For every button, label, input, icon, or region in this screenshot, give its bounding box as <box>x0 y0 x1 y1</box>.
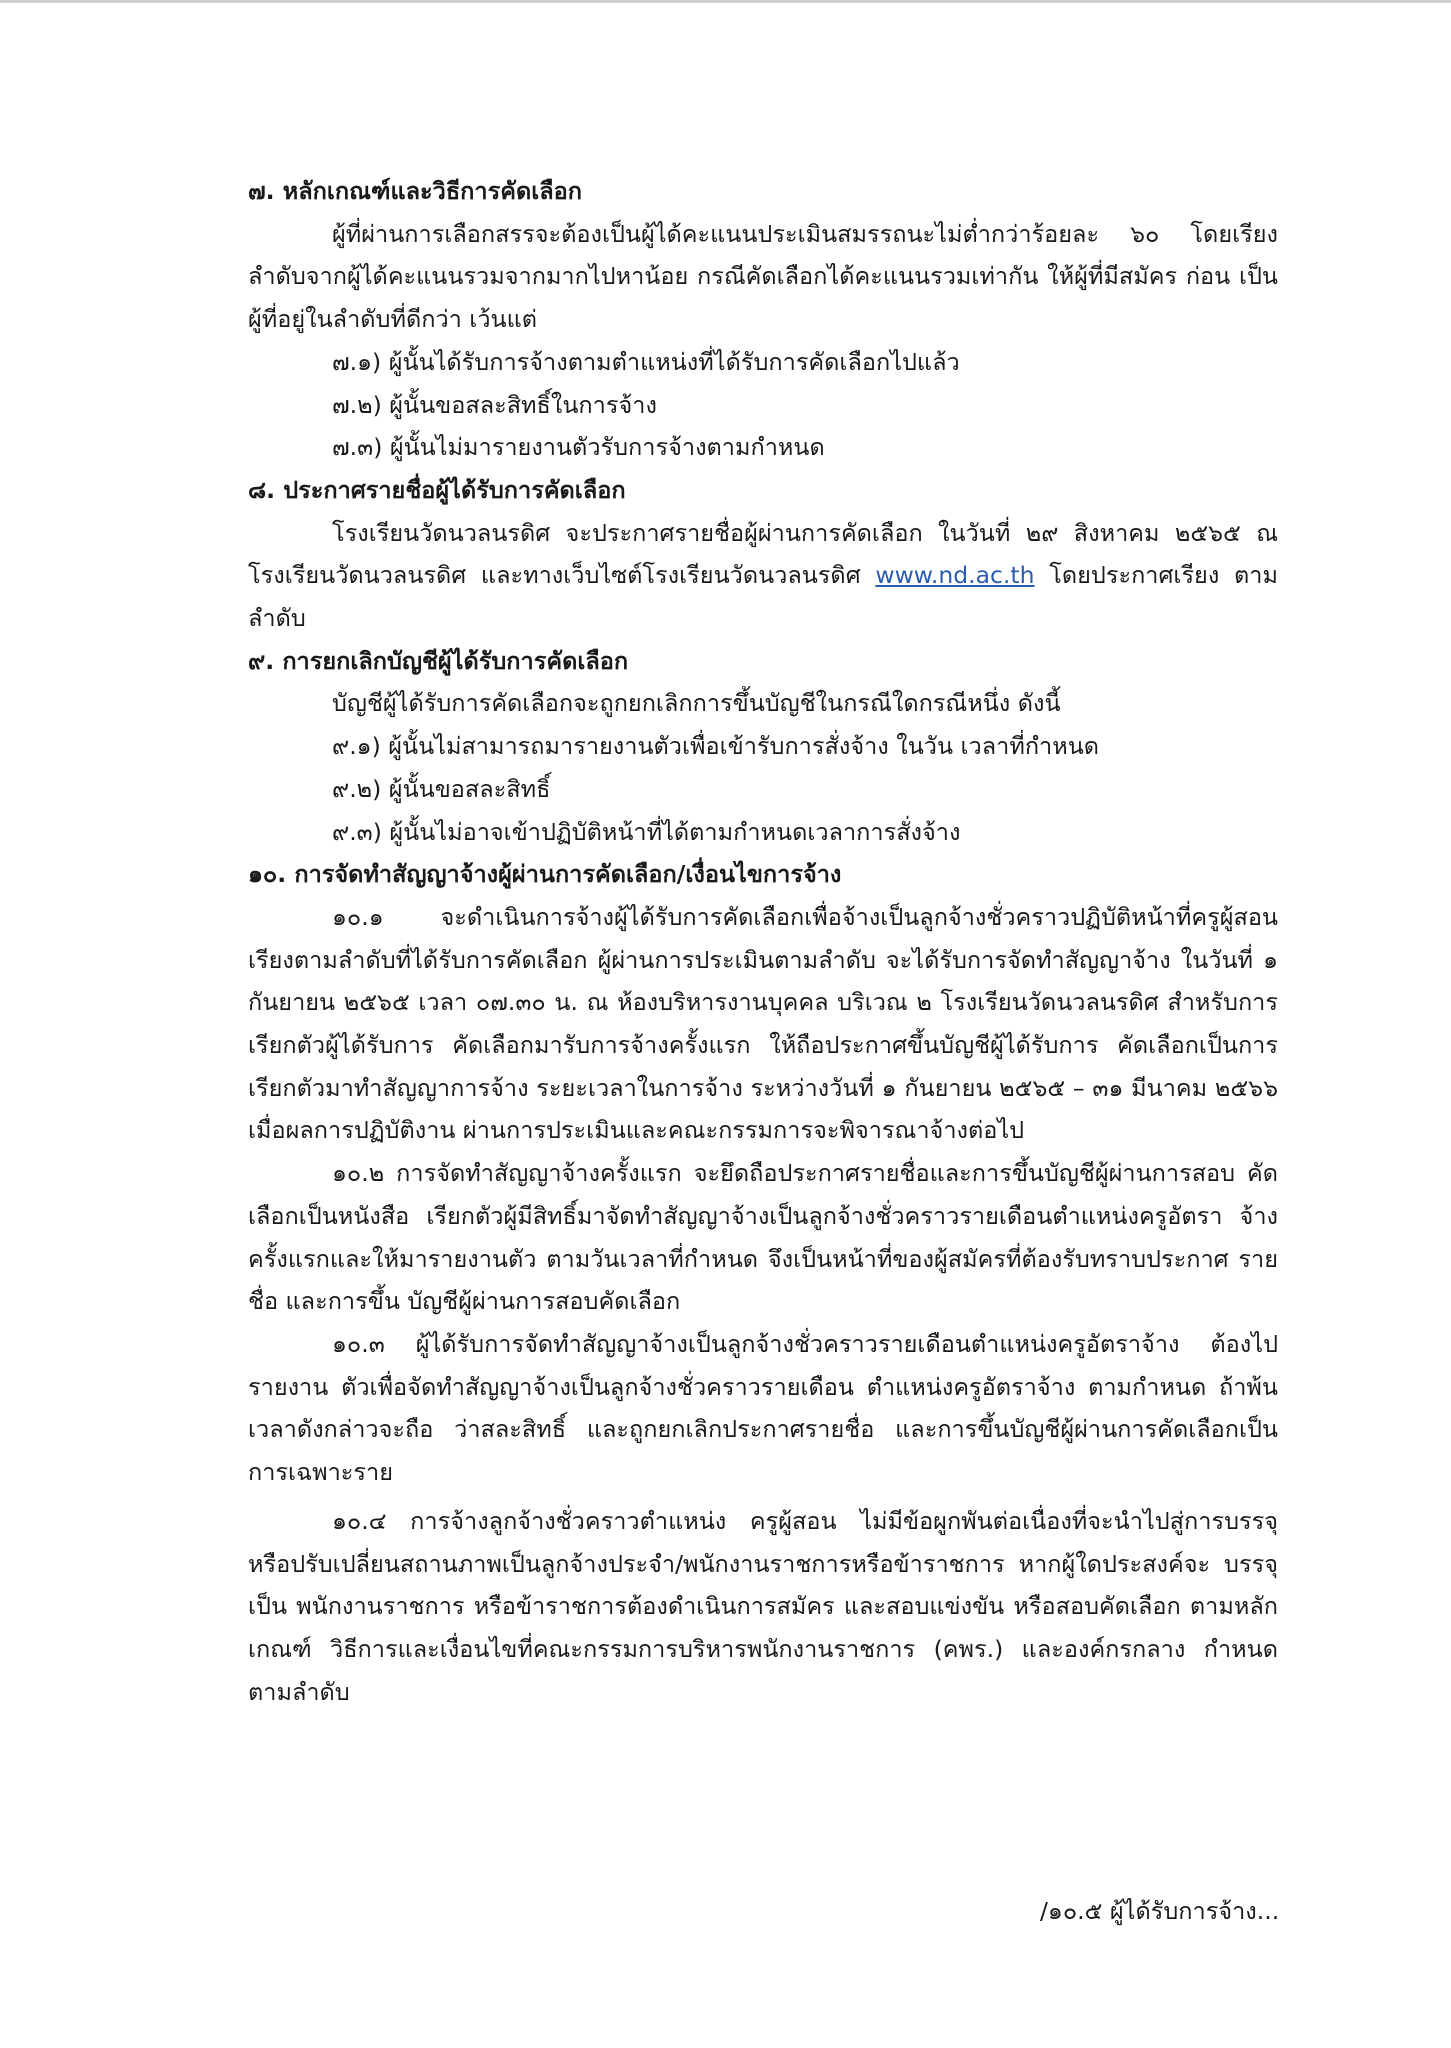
section-8-text-before-link: โรงเรียนวัดนวลนรดิศ จะประกาศรายชื่อผู้ผ่านการคัดเลือก ในวันที่ ๒๙ สิงหาคม ๒๕๖๕ ณ โรงเรียนวัดนวลนรดิศ และทางเว็บไซต์โรงเรียนวัดนวลนรดิศ <box>248 518 1278 590</box>
section-10-1-paragraph: ๑๐.๑ จะดำเนินการจ้างผู้ได้รับการคัดเลือกเพื่อจ้างเป็นลูกจ้างชั่วคราวปฏิบัติหน้าที่ครูผู้สอน เรียงตามลำดับที่ได้รับการคัดเลือก ผู้ผ่านการประเมินตามลำดับ จะได้รับการจัดทำสัญญาจ้าง ในวันที่ ๑ กันยายน ๒๕๖๕ เวลา ๐๗.๓๐ น. ณ ห้องบริหารงานบุคคล บริเวณ ๒ โรงเรียนวัดนวลนรดิศ สำหรับการเรียกตัวผู้ได้รับการ คัดเลือกมารับการจ้างครั้งแรก ให้ถือประกาศขึ้นบัญชีผู้ได้รับการ คัดเลือกเป็นการเรียกตัวมาทำสัญญาการจ้าง ระยะเวลาในการจ้าง ระหว่างวันที่ ๑ กันยายน ๒๕๖๕ – ๓๑ มีนาคม ๒๕๖๖ เมื่อผลการปฏิบัติงาน ผ่านการประเมินและคณะกรรมการจะพิจารณาจ้างต่อไป <box>248 902 1278 1145</box>
section-8-body <box>248 512 1278 640</box>
page-top-edge <box>0 0 1451 3</box>
section-7-item-2: ๗.๒) ผู้นั้นขอสละสิทธิ์ในการจ้าง <box>332 390 657 419</box>
section-7-item-3: ๗.๓) ผู้นั้นไม่มารายงานตัวรับการจ้างตามกำหนด <box>332 433 825 462</box>
section-9-item-2: ๙.๒) ผู้นั้นขอสละสิทธิ์ <box>332 774 551 803</box>
section-8-heading: ๘. ประกาศรายชื่อผู้ได้รับการคัดเลือก <box>248 475 626 504</box>
section-9-heading: ๙. การยกเลิกบัญชีผู้ได้รับการคัดเลือก <box>248 646 629 675</box>
section-10-2-paragraph: ๑๐.๒ การจัดทำสัญญาจ้างครั้งแรก จะยึดถือประกาศรายชื่อและการขึ้นบัญชีผู้ผ่านการสอบ คัดเลือกเป็นหนังสือ เรียกตัวผู้มีสิทธิ์มาจัดทำสัญญาจ้างเป็นลูกจ้างชั่วคราวรายเดือนตำแหน่งครูอัตรา จ้างครั้งแรกและให้มารายงานตัว ตามวันเวลาที่กำหนด จึงเป็นหน้าที่ของผู้สมัครที่ต้องรับทราบประกาศ รายชื่อ และการขึ้น บัญชีผู้ผ่านการสอบคัดเลือก <box>248 1159 1278 1316</box>
section-7-heading: ๗. หลักเกณฑ์และวิธีการคัดเลือก <box>248 177 582 205</box>
section-9-item-3: ๙.๓) ผู้นั้นไม่อาจเข้าปฏิบัติหน้าที่ได้ตามกำหนดเวลาการสั่งจ้าง <box>332 817 961 846</box>
section-10-3-paragraph: ๑๐.๓ ผู้ได้รับการจัดทำสัญญาจ้างเป็นลูกจ้างชั่วคราวรายเดือนตำแหน่งครูอัตราจ้าง ต้องไป รายงาน ตัวเพื่อจัดทำสัญญาจ้างเป็นลูกจ้างชั่วคราวรายเดือน ตำแหน่งครูอัตราจ้าง ตามกำหนด ถ้าพ้น เวลาดังกล่าวจะถือ ว่าสละสิทธิ์ และถูกยกเลิกประกาศรายชื่อ และการขึ้นบัญชีผู้ผ่านการคัดเลือกเป็น การเฉพาะราย <box>248 1329 1278 1487</box>
section-9-item-1: ๙.๑) ผู้นั้นไม่สามารถมารายงานตัวเพื่อเข้ารับการสั่งจ้าง ในวัน เวลาที่กำหนด <box>332 732 1100 761</box>
section-9-intro: บัญชีผู้ได้รับการคัดเลือกจะถูกยกเลิกการขึ้นบัญชีในกรณีใดกรณีหนึ่ง ดังนี้ <box>332 689 1061 718</box>
section-10-heading: ๑๐. การจัดทำสัญญาจ้างผู้ผ่านการคัดเลือก/เงื่อนไขการจ้าง <box>248 860 842 889</box>
section-8-text-after-link: โดยประกาศเรียง ตามลำดับ <box>248 561 1278 633</box>
school-website-link[interactable]: www.nd.ac.th <box>875 561 1035 590</box>
section-7-item-1: ๗.๑) ผู้นั้นได้รับการจ้างตามตำแหน่งที่ได้รับการคัดเลือกไปแล้ว <box>332 347 960 376</box>
section-7-body: ผู้ที่ผ่านการเลือกสรรจะต้องเป็นผู้ได้คะแนนประเมินสมรรถนะไม่ต่ำกว่าร้อยละ ๖๐ โดยเรียงลำดับจากผู้ได้คะแนนรวมจากมากไปหาน้อย กรณีคัดเลือกได้คะแนนรวมเท่ากัน ให้ผู้ที่มีสมัคร ก่อน เป็นผู้ที่อยู่ในลำดับที่ดีกว่า เว้นแต่ <box>248 219 1278 334</box>
document-body <box>248 170 1278 1713</box>
section-10-4-paragraph: ๑๐.๔ การจ้างลูกจ้างชั่วคราวตำแหน่ง ครูผู้สอน ไม่มีข้อผูกพันต่อเนื่องที่จะนำไปสู่การบรรจุ หรือปรับเปลี่ยนสถานภาพเป็นลูกจ้างประจำ/พนักงานราชการหรือข้าราชการ หากผู้ใดประสงค์จะ บรรจุเป็น พนักงานราชการ หรือข้าราชการต้องดำเนินการสมัคร และสอบแข่งขัน หรือสอบคัดเลือก ตามหลักเกณฑ์ วิธีการและเงื่อนไขที่คณะกรรมการบริหารพนักงานราชการ (คพร.) และองค์กรกลาง กำหนด ตามลำดับ <box>248 1506 1278 1706</box>
page-continuation-note: /๑๐.๕ ผู้ได้รับการจ้าง... <box>1040 1897 1280 1925</box>
